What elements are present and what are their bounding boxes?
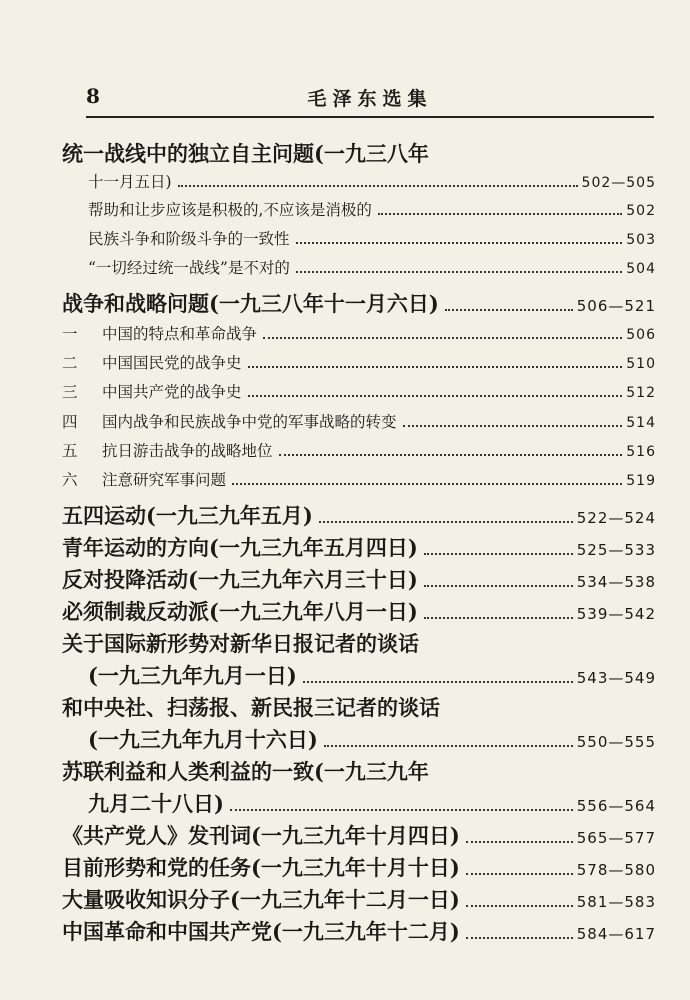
page-number-ref: 502 — [626, 203, 656, 219]
toc-entry-title: 战争和战略问题(一九三八年十一月六日) — [62, 291, 439, 316]
section-title: 中国的特点和革命战争 — [102, 325, 258, 343]
toc-subentry[interactable] — [62, 198, 656, 221]
toc-subentry-title: “一切经过统一战线”是不对的 — [88, 259, 290, 277]
dot-leader — [178, 185, 578, 187]
toc-entry-title: 苏联利益和人类利益的一致(一九三九年 — [62, 759, 429, 784]
toc-entry-title: 中国革命和中国共产党(一九三九年十二月) — [62, 919, 460, 944]
toc-subentry[interactable] — [62, 322, 656, 345]
toc-entry-continuation[interactable] — [62, 724, 656, 754]
page-range: 506—521 — [576, 297, 656, 315]
dot-leader — [466, 937, 573, 939]
page-range: 556—564 — [576, 797, 656, 815]
toc-subentry-title — [62, 351, 242, 373]
toc-entry-title: 十一月五日) — [88, 173, 172, 191]
toc-entry-title: 统一战线中的独立自主问题(一九三八年 — [62, 141, 429, 166]
toc-subentry-title — [62, 380, 242, 402]
toc-subentry-title — [62, 410, 397, 432]
dot-leader — [296, 242, 623, 244]
section-title: 注意研究军事问题 — [102, 471, 227, 489]
page-range: 565—577 — [576, 829, 656, 847]
page-number-ref: 503 — [626, 232, 656, 248]
toc-subentry[interactable] — [62, 439, 656, 462]
dot-leader — [303, 681, 573, 683]
page-number-ref: 519 — [626, 473, 656, 489]
dot-leader — [230, 809, 573, 811]
page-range: 539—542 — [576, 605, 656, 623]
toc-entry-title: (一九三九年九月十六日) — [88, 727, 318, 752]
page-range: 543—549 — [576, 669, 656, 687]
dot-leader — [324, 745, 573, 747]
page-number-ref: 504 — [626, 261, 656, 277]
section-number: 四 — [62, 413, 78, 431]
dot-leader — [424, 553, 573, 555]
toc-entry[interactable] — [62, 138, 656, 168]
section-title: 国内战争和民族战争中党的军事战略的转变 — [102, 413, 397, 431]
section-number: 二 — [62, 354, 78, 372]
page-range: 525—533 — [576, 541, 656, 559]
dot-leader — [424, 617, 573, 619]
page-range: 502—505 — [581, 175, 656, 191]
toc-entry[interactable] — [62, 500, 656, 530]
toc-entry[interactable] — [62, 596, 656, 626]
page-range: 550—555 — [576, 733, 656, 751]
page-range: 522—524 — [576, 509, 656, 527]
page-header — [86, 82, 654, 116]
toc-entry-title: 目前形势和党的任务(一九三九年十月十日) — [62, 855, 460, 880]
dot-leader — [466, 873, 573, 875]
toc-entry[interactable] — [62, 532, 656, 562]
section-number: 三 — [62, 383, 78, 401]
toc-entry-continuation[interactable] — [62, 660, 656, 690]
header-rule — [86, 116, 654, 118]
dot-leader — [378, 213, 622, 215]
section-number: 六 — [62, 471, 78, 489]
book-title: 毛泽东选集 — [307, 88, 433, 110]
toc-subentry-title: 帮助和让步应该是积极的,不应该是消极的 — [88, 201, 372, 219]
toc-entry[interactable] — [62, 756, 656, 786]
toc-subentry-title: 民族斗争和阶级斗争的一致性 — [88, 230, 290, 248]
dot-leader — [403, 425, 623, 427]
dot-leader — [279, 454, 623, 456]
toc-entry[interactable] — [62, 884, 656, 914]
dot-leader — [296, 271, 622, 273]
page-range: 584—617 — [576, 925, 656, 943]
toc-entry-title: 和中央社、扫荡报、新民报三记者的谈话 — [62, 695, 440, 720]
page-number-ref: 516 — [626, 444, 656, 460]
dot-leader — [248, 395, 623, 397]
toc-entry[interactable] — [62, 288, 656, 318]
dot-leader — [232, 483, 622, 485]
toc-entry-title: 青年运动的方向(一九三九年五月四日) — [62, 535, 418, 560]
toc-entry[interactable] — [62, 692, 656, 722]
toc-subentry[interactable] — [62, 380, 656, 403]
toc-entry-continuation[interactable] — [62, 170, 656, 193]
section-title: 中国国民党的战争史 — [102, 354, 242, 372]
dot-leader — [424, 585, 573, 587]
toc-entry[interactable] — [62, 628, 656, 658]
dot-leader — [319, 521, 573, 523]
toc-subentry[interactable] — [62, 468, 656, 491]
dot-leader — [445, 309, 573, 311]
toc-entry-title: 《共产党人》发刊词(一九三九年十月四日) — [62, 823, 460, 848]
section-title: 中国共产党的战争史 — [102, 383, 242, 401]
section-number: 一 — [62, 325, 78, 343]
toc-subentry-title — [62, 468, 226, 490]
page-number-ref: 514 — [626, 415, 656, 431]
toc-entry-title: 必须制裁反动派(一九三九年八月一日) — [62, 599, 418, 624]
page-range: 581—583 — [576, 893, 656, 911]
section-number: 五 — [62, 442, 78, 460]
toc-subentry-title — [62, 439, 273, 461]
toc-subentry-title — [62, 322, 257, 344]
toc-entry-title: 五四运动(一九三九年五月) — [62, 503, 313, 528]
page-number-ref: 506 — [626, 327, 656, 343]
toc-entry-title: 反对投降活动(一九三九年六月三十日) — [62, 567, 418, 592]
toc-subentry[interactable] — [62, 256, 656, 279]
dot-leader — [466, 905, 573, 907]
toc-subentry[interactable] — [62, 410, 656, 433]
toc-subentry[interactable] — [62, 227, 656, 250]
dot-leader — [263, 337, 622, 339]
toc-entry[interactable] — [62, 852, 656, 882]
toc-entry-title: 九月二十八日) — [88, 791, 224, 816]
toc-entry[interactable] — [62, 820, 656, 850]
toc-entry[interactable] — [62, 916, 656, 946]
section-title: 抗日游击战争的战略地位 — [102, 442, 273, 460]
toc-subentry[interactable] — [62, 351, 656, 374]
toc-entry-title: 关于国际新形势对新华日报记者的谈话 — [62, 631, 419, 656]
page-number-ref: 512 — [626, 385, 656, 401]
toc-entry-title: (一九三九年九月一日) — [88, 663, 297, 688]
toc-entry[interactable] — [62, 564, 656, 594]
dot-leader — [248, 366, 623, 368]
page-range: 534—538 — [576, 573, 656, 591]
page-number: 8 — [86, 84, 100, 108]
toc-entry-continuation[interactable] — [62, 788, 656, 818]
page-number-ref: 510 — [626, 356, 656, 372]
page-range: 578—580 — [576, 861, 656, 879]
toc-entry-title: 大量吸收知识分子(一九三九年十二月一日) — [62, 887, 460, 912]
dot-leader — [466, 841, 573, 843]
